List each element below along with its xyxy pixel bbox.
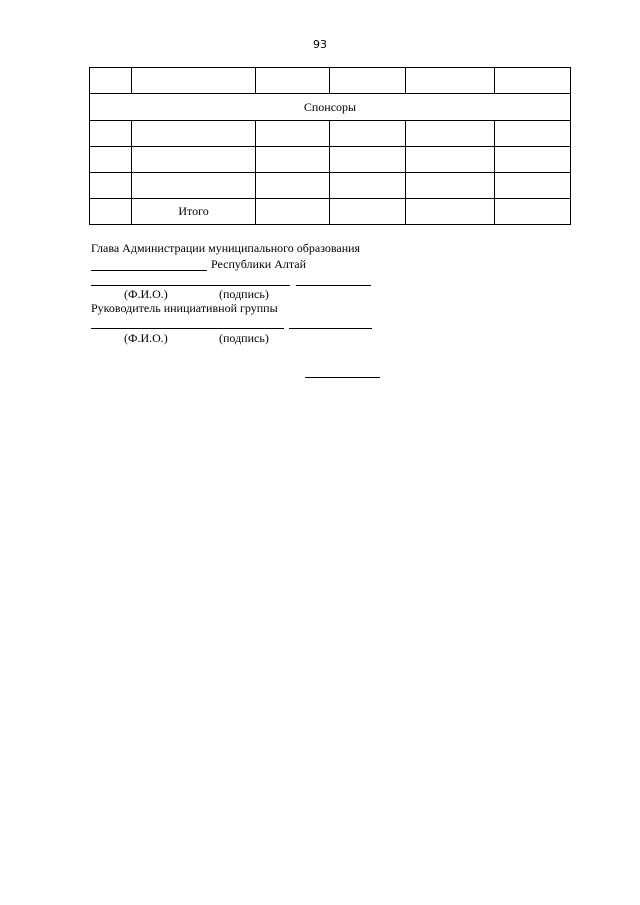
table-cell [495, 199, 571, 225]
head-fio-label: (Ф.И.О.) [124, 287, 168, 301]
table-cell [495, 147, 571, 173]
table-cell [132, 68, 256, 94]
table-cell [90, 68, 132, 94]
table-cell [406, 199, 495, 225]
group-leader-title: Руководитель инициативной группы [91, 301, 278, 315]
page-number: 93 [313, 38, 327, 51]
table-cell [90, 173, 132, 199]
table-row [90, 173, 571, 199]
table-row [90, 147, 571, 173]
table-cell [90, 121, 132, 147]
table-cell [495, 121, 571, 147]
table-cell [132, 173, 256, 199]
total-label-cell: Итого [132, 199, 256, 225]
table-cell [256, 199, 330, 225]
table-cell [256, 68, 330, 94]
leader-fio-label: (Ф.И.О.) [124, 331, 168, 345]
table-cell [132, 121, 256, 147]
head-signature-line [296, 285, 371, 286]
table-row [90, 121, 571, 147]
head-title-line1: Глава Администрации муниципального образования [91, 241, 361, 255]
table-cell [132, 147, 256, 173]
table-cell [406, 147, 495, 173]
sponsors-table [89, 67, 571, 225]
head-title-line2: Республики Алтай [211, 257, 306, 271]
table-cell [330, 173, 406, 199]
table-cell [90, 147, 132, 173]
head-signature-label: (подпись) [219, 287, 269, 301]
table-cell [256, 173, 330, 199]
table-cell [256, 147, 330, 173]
section-header-cell: Спонсоры [90, 94, 571, 121]
table-cell [406, 173, 495, 199]
table-cell [330, 147, 406, 173]
table-cell [495, 173, 571, 199]
leader-signature-line [289, 328, 372, 329]
table-cell [495, 68, 571, 94]
table-cell [90, 199, 132, 225]
table-cell [330, 68, 406, 94]
leader-fio-line [91, 328, 284, 329]
total-row [90, 199, 571, 225]
table-cell [330, 199, 406, 225]
table-row [90, 68, 571, 94]
region-name-line [91, 270, 207, 271]
table-cell [406, 68, 495, 94]
table-cell [256, 121, 330, 147]
table-cell [330, 121, 406, 147]
section-header-row [90, 94, 571, 121]
head-fio-line [91, 285, 290, 286]
table-cell [406, 121, 495, 147]
end-separator-line [305, 377, 380, 378]
leader-signature-label: (подпись) [219, 331, 269, 345]
